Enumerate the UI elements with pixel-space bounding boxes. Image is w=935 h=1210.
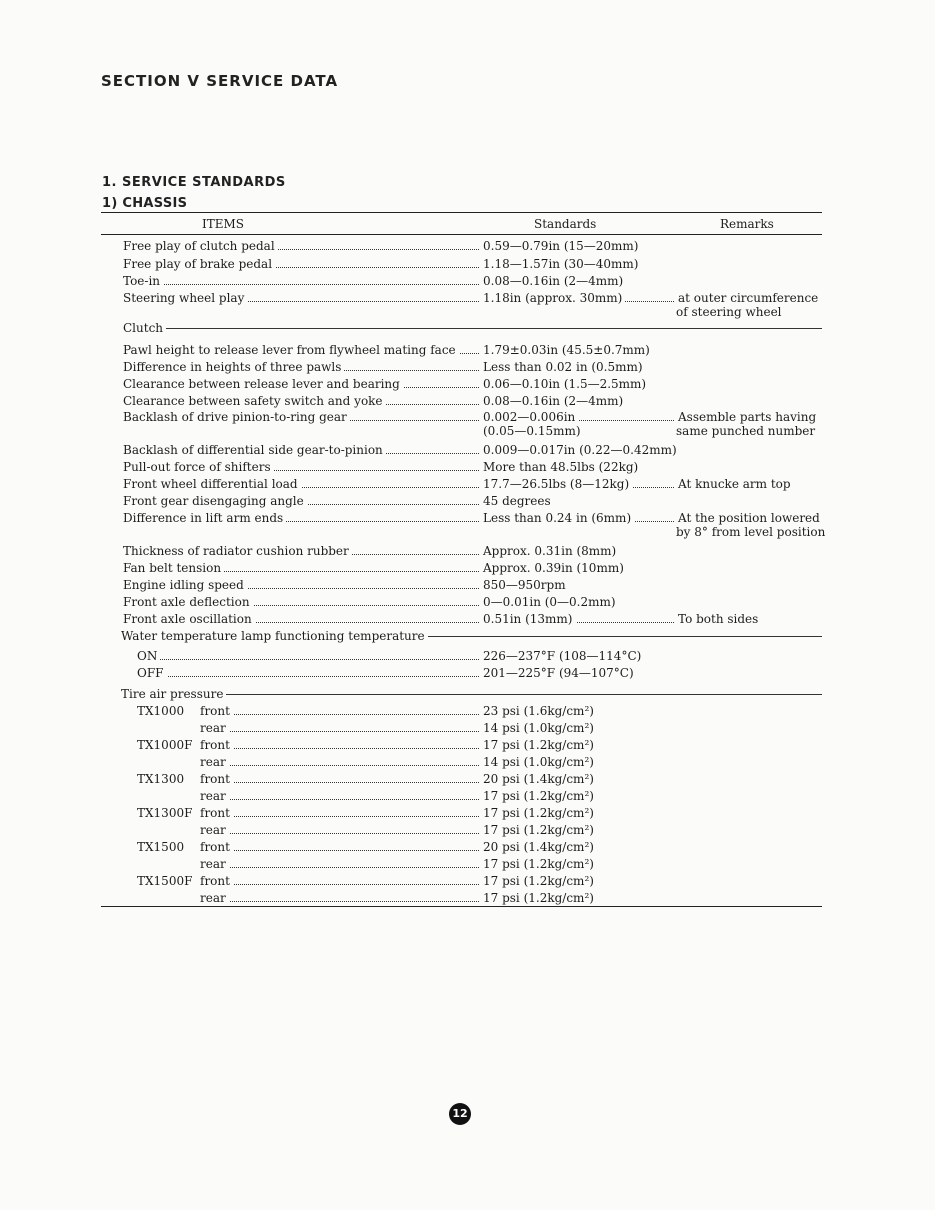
table-row	[200, 839, 822, 856]
table-row	[123, 442, 822, 459]
tire-position: front	[200, 873, 233, 890]
dotted-leader	[200, 867, 479, 868]
table-row	[137, 665, 822, 682]
table-row	[123, 543, 822, 560]
standard-value: 0.002—0.006in	[483, 409, 578, 426]
table-row	[123, 273, 822, 290]
table-bottom-rule	[101, 906, 822, 907]
tire-model: TX1500F	[137, 874, 193, 888]
tire-model: TX1300	[137, 772, 185, 786]
standard-value: 0.009—0.017in (0.22—0.42mm)	[483, 442, 680, 459]
standard-value: 0—0.01in (0—0.2mm)	[483, 594, 619, 611]
standard-value: 20 psi (1.4kg/cm²)	[483, 839, 597, 856]
item-label: Engine idling speed	[123, 577, 247, 594]
item-label: Difference in heights of three pawls	[123, 359, 344, 376]
group-label: Clutch	[123, 320, 166, 337]
table-row	[200, 720, 822, 737]
item-label: Fan belt tension	[123, 560, 224, 577]
standard-value: 1.79±0.03in (45.5±0.7mm)	[483, 342, 653, 359]
dotted-leader	[200, 833, 479, 834]
dotted-leader	[200, 816, 479, 817]
table-row	[200, 856, 822, 873]
table-top-rule	[101, 212, 822, 213]
item-label: Free play of clutch pedal	[123, 238, 278, 255]
standard-value: 17 psi (1.2kg/cm²)	[483, 856, 597, 873]
item-label: Difference in lift arm ends	[123, 510, 286, 527]
standard-value: 1.18in (approx. 30mm)	[483, 290, 625, 307]
table-row	[200, 788, 822, 805]
tire-model: TX1300F	[137, 806, 193, 820]
item-label: Free play of brake pedal	[123, 256, 275, 273]
table-row	[200, 771, 822, 788]
item-label: OFF	[137, 665, 167, 682]
tire-model: TX1000	[137, 704, 185, 718]
tire-position: front	[200, 703, 233, 720]
remark-continuation: same punched number	[676, 424, 816, 438]
standard-value: 0.59—0.79in (15—20mm)	[483, 238, 641, 255]
table-row	[123, 359, 822, 376]
dotted-leader	[137, 676, 479, 677]
remark-continuation: of steering wheel	[676, 305, 782, 319]
subsection-title: 1. SERVICE STANDARDS	[102, 175, 286, 190]
item-label: Steering wheel play	[123, 290, 247, 307]
item-label: Backlash of drive pinion-to-ring gear	[123, 409, 350, 426]
table-row	[123, 611, 822, 628]
item-label: Front axle deflection	[123, 594, 253, 611]
standard-value: 1.18—1.57in (30—40mm)	[483, 256, 641, 273]
tire-position: front	[200, 839, 233, 856]
standard-value: 23 psi (1.6kg/cm²)	[483, 703, 597, 720]
tire-position: front	[200, 737, 233, 754]
table-row	[200, 754, 822, 771]
standard-value: 201—225°F (94—107°C)	[483, 665, 637, 682]
table-row	[123, 256, 822, 273]
table-row	[123, 476, 822, 493]
group-label: Water temperature lamp functioning temperature	[121, 628, 428, 645]
standard-value: 45 degrees	[483, 493, 554, 510]
tire-position: rear	[200, 754, 229, 771]
tire-position: rear	[200, 856, 229, 873]
standard-value: 850—950rpm	[483, 577, 569, 594]
dotted-leader	[200, 782, 479, 783]
subsubsection-title: 1) CHASSIS	[102, 196, 188, 211]
item-label: Front axle oscillation	[123, 611, 255, 628]
standard-value: 14 psi (1.0kg/cm²)	[483, 720, 597, 737]
table-row	[123, 493, 822, 510]
table-row	[123, 342, 822, 359]
item-label: Front wheel differential load	[123, 476, 301, 493]
header-remarks: Remarks	[720, 217, 774, 231]
table-row	[137, 648, 822, 665]
item-label: Pawl height to release lever from flywheel mating face	[123, 342, 459, 359]
standard-value: 17 psi (1.2kg/cm²)	[483, 737, 597, 754]
standard-value: 17 psi (1.2kg/cm²)	[483, 788, 597, 805]
tire-position: rear	[200, 890, 229, 907]
group-label: Tire air pressure	[121, 686, 226, 703]
standard-value: 0.51in (13mm)	[483, 611, 576, 628]
standard-value: More than 48.5lbs (22kg)	[483, 459, 641, 476]
tire-position: rear	[200, 822, 229, 839]
page-number: 12	[449, 1103, 471, 1125]
section-title: SECTION V SERVICE DATA	[101, 72, 339, 90]
dotted-leader	[200, 748, 479, 749]
standard-value: 17 psi (1.2kg/cm²)	[483, 805, 597, 822]
group-clutch	[123, 320, 822, 337]
standard-value: 17 psi (1.2kg/cm²)	[483, 890, 597, 907]
table-row	[123, 560, 822, 577]
group-rule	[123, 328, 822, 329]
table-row	[123, 594, 822, 611]
group-water-temp	[121, 628, 822, 645]
standard-value: 0.06—0.10in (1.5—2.5mm)	[483, 376, 649, 393]
item-label: ON	[137, 648, 160, 665]
item-label: Front gear disengaging angle	[123, 493, 307, 510]
standard-value: 20 psi (1.4kg/cm²)	[483, 771, 597, 788]
standard-value: 0.08—0.16in (2—4mm)	[483, 393, 626, 410]
table-row	[123, 393, 822, 410]
dotted-leader	[200, 901, 479, 902]
standard-value: 17.7—26.5lbs (8—12kg)	[483, 476, 632, 493]
standard-value: Less than 0.02 in (0.5mm)	[483, 359, 646, 376]
dotted-leader	[137, 659, 479, 660]
dotted-leader	[200, 714, 479, 715]
table-row	[123, 577, 822, 594]
table-header-rule	[101, 234, 822, 235]
standard-value: 226—237°F (108—114°C)	[483, 648, 644, 665]
tire-position: front	[200, 771, 233, 788]
remark-text: Assemble parts having	[678, 410, 817, 424]
table-row	[123, 459, 822, 476]
standard-value: Approx. 0.31in (8mm)	[483, 543, 619, 560]
tire-position: rear	[200, 788, 229, 805]
dotted-leader	[200, 765, 479, 766]
dotted-leader	[200, 799, 479, 800]
standard-value: Less than 0.24 in (6mm)	[483, 510, 634, 527]
tire-model: TX1000F	[137, 738, 193, 752]
table-row	[200, 873, 822, 890]
group-tire-pressure	[121, 686, 822, 703]
standard-value: 17 psi (1.2kg/cm²)	[483, 873, 597, 890]
header-items: ITEMS	[202, 217, 245, 231]
item-label: Backlash of differential side gear-to-pinion	[123, 442, 386, 459]
table-row	[123, 376, 822, 393]
remark-text: at outer circumference	[678, 291, 819, 305]
remark-text: At the position lowered	[678, 511, 820, 525]
remark-continuation: by 8° from level position	[676, 525, 826, 539]
dotted-leader	[123, 284, 479, 285]
table-row	[200, 890, 822, 907]
dotted-leader	[200, 884, 479, 885]
standard-value: 17 psi (1.2kg/cm²)	[483, 822, 597, 839]
dotted-leader	[200, 850, 479, 851]
table-row	[200, 737, 822, 754]
header-standards: Standards	[534, 217, 597, 231]
remark-text: To both sides	[678, 612, 759, 626]
standard-value: 14 psi (1.0kg/cm²)	[483, 754, 597, 771]
table-row	[123, 238, 822, 255]
item-label: Pull-out force of shifters	[123, 459, 274, 476]
tire-position: front	[200, 805, 233, 822]
standard-continuation: (0.05—0.15mm)	[483, 424, 581, 438]
standard-value: 0.08—0.16in (2—4mm)	[483, 273, 626, 290]
tire-model: TX1500	[137, 840, 185, 854]
item-label: Thickness of radiator cushion rubber	[123, 543, 352, 560]
dotted-leader	[200, 731, 479, 732]
item-label: Clearance between release lever and bearing	[123, 376, 403, 393]
remark-text: At knucke arm top	[678, 477, 791, 491]
table-row	[200, 822, 822, 839]
item-label: Clearance between safety switch and yoke	[123, 393, 386, 410]
tire-position: rear	[200, 720, 229, 737]
item-label: Toe-in	[123, 273, 163, 290]
table-row	[200, 805, 822, 822]
standard-value: Approx. 0.39in (10mm)	[483, 560, 627, 577]
table-row	[200, 703, 822, 720]
